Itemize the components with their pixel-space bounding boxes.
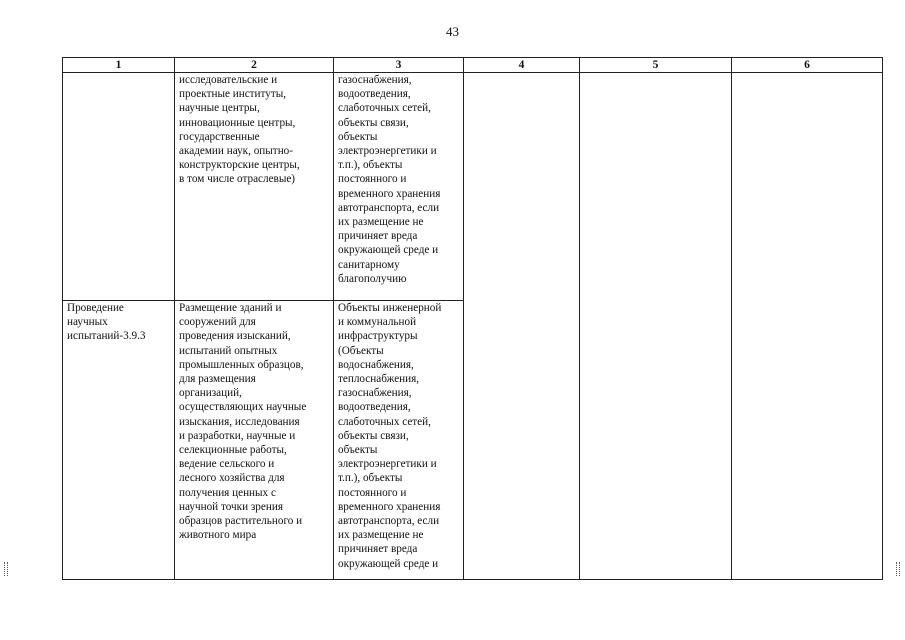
cell-text-line: причиняет вреда [338, 543, 418, 556]
cell-text-line: научные центры, [179, 102, 260, 115]
cell-text-line: окружающей среде и [338, 244, 439, 257]
cell-text-line: санитарному [338, 258, 400, 271]
cell-text-line: постоянного и [338, 486, 407, 499]
cell-text-line: научных [67, 316, 108, 329]
cell-text-line: инновационные центры, [179, 116, 296, 129]
cell-text-line: их размещение не [338, 216, 424, 229]
cell-col5 [580, 73, 732, 580]
cell-text-line: инфраструктуры [338, 330, 418, 343]
cell-text-line: испытаний-3.9.3 [67, 330, 146, 343]
cell-text-line: водоотведения, [338, 401, 411, 414]
cell-text-line: академии наук, опытно- [179, 145, 294, 158]
cell-text-line: т.п.), объекты [338, 159, 403, 172]
cell-text-line: государственные [179, 130, 260, 143]
cell-permitted-objects [334, 73, 464, 301]
cell-text-line: объекты связи, [338, 429, 409, 442]
cell-text-line: слаботочных сетей, [338, 102, 431, 115]
cell-text-line: водоотведения, [338, 88, 411, 101]
cell-text-line: объекты [338, 130, 378, 143]
cell-text-line: временного хранения [338, 500, 441, 513]
cell-text-line: (Объекты [338, 344, 384, 357]
cell-text-line: автотранспорта, если [338, 201, 440, 214]
page-number: 43 [446, 24, 459, 39]
cell-text-line: селекционные работы, [179, 444, 287, 457]
cell-col4 [464, 73, 580, 580]
cell-text-line: организаций, [179, 387, 242, 400]
cell-activity-description [175, 301, 334, 580]
cell-text-line: благополучию [338, 272, 407, 285]
cell-text-line: ведение сельского и [179, 458, 275, 471]
cell-text-line: проектные институты, [179, 88, 287, 101]
cell-text-line: слаботочных сетей, [338, 415, 431, 428]
cell-text-line: животного мира [179, 529, 257, 542]
column-header-1: 1 [63, 58, 175, 73]
cell-activity-name [63, 73, 175, 301]
cell-text-line: причиняет вреда [338, 230, 418, 243]
cell-text-line: водоснабжения, [338, 358, 414, 371]
cell-text-line: проведения изысканий, [179, 330, 291, 343]
cell-text-line: исследовательские и [179, 74, 278, 86]
cell-activity-name [63, 301, 175, 580]
header-row [63, 58, 883, 73]
cell-text-line: лесного хозяйства для [179, 472, 285, 485]
cell-text-line: автотранспорта, если [338, 515, 440, 528]
cell-text-line: объекты [338, 444, 378, 457]
cell-text-line: их размещение не [338, 529, 424, 542]
table-row [63, 73, 883, 301]
scan-edge-mark [896, 562, 900, 576]
column-header-5: 5 [580, 58, 732, 73]
cell-text-line: для размещения [179, 373, 256, 386]
cell-permitted-objects [334, 301, 464, 580]
cell-text-line: в том числе отраслевые) [179, 173, 296, 186]
column-header-4: 4 [464, 58, 580, 73]
cell-text-line: электроэнергетики и [338, 458, 437, 471]
regulation-table [62, 57, 883, 580]
cell-col6 [732, 73, 883, 580]
cell-text-line: Размещение зданий и [179, 302, 282, 314]
cell-text-line: газоснабжения, [338, 74, 412, 86]
cell-text-line: конструкторские центры, [179, 159, 300, 172]
cell-activity-description [175, 73, 334, 301]
cell-text-line: и разработки, научные и [179, 429, 296, 442]
cell-text-line: научной точки зрения [179, 500, 283, 513]
cell-text-line: испытаний опытных [179, 344, 278, 357]
cell-text-line: окружающей среде и [338, 557, 439, 570]
column-header-2: 2 [175, 58, 334, 73]
cell-text-line: изыскания, исследования [179, 415, 300, 428]
column-header-6: 6 [732, 58, 883, 73]
cell-text-line: Проведение [67, 302, 124, 314]
cell-text-line: образцов растительного и [179, 515, 303, 528]
cell-text-line: электроэнергетики и [338, 145, 437, 158]
scan-edge-mark [4, 562, 8, 576]
cell-text-line: промышленных образцов, [179, 358, 304, 371]
cell-text-line: газоснабжения, [338, 387, 412, 400]
cell-text-line: получения ценных с [179, 486, 276, 499]
column-header-3: 3 [334, 58, 464, 73]
cell-text-line: теплоснабжения, [338, 373, 420, 386]
cell-text-line: объекты связи, [338, 116, 409, 129]
cell-text-line: сооружений для [179, 316, 256, 329]
cell-text-line: постоянного и [338, 173, 407, 186]
cell-text-line: и коммунальной [338, 316, 417, 329]
cell-text-line: временного хранения [338, 187, 441, 200]
cell-text-line: Объекты инженерной [338, 302, 442, 314]
cell-text-line: осуществляющих научные [179, 401, 307, 414]
cell-text-line: т.п.), объекты [338, 472, 403, 485]
